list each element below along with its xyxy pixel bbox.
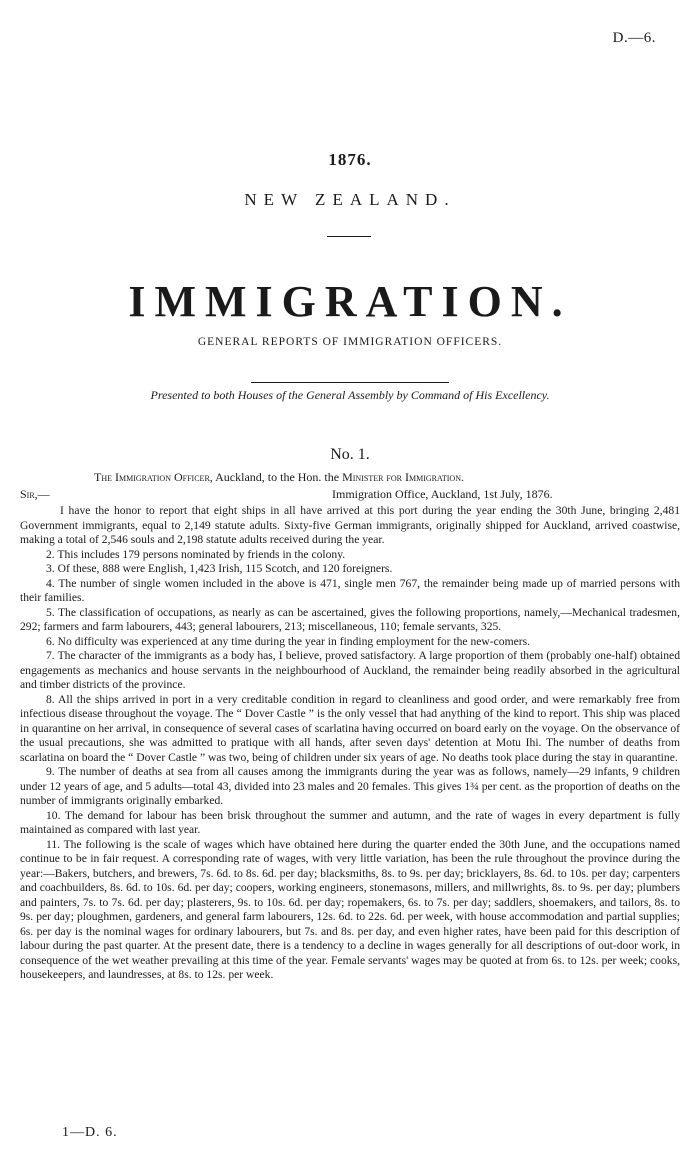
presented-line: Presented to both Houses of the General Assembly by Command of His Excellency. <box>150 388 550 402</box>
paragraph: 4. The number of single women included in the above is 471, single men 767, the remainder being made up of married persons with their families. <box>20 576 680 604</box>
address-mid: , Auckland, to the Hon. the <box>209 470 343 484</box>
footer-reference: 1—D. 6. <box>62 1125 118 1140</box>
paragraph: 3. Of these, 888 were English, 1,423 Irish, 115 Scotch, and 120 foreigners. <box>46 562 393 575</box>
subtitle: GENERAL REPORTS OF IMMIGRATION OFFICERS. <box>197 336 503 348</box>
document-year: 1876. <box>328 150 372 169</box>
report-body <box>20 504 680 983</box>
presented-divider <box>251 382 449 383</box>
address-to: Minister for Immigration <box>342 470 461 484</box>
report-number: No. 1. <box>330 446 370 463</box>
paragraph: 6. No difficulty was experienced at any time during the year in finding employment for the new-comers. <box>46 634 530 648</box>
address-end: . <box>461 470 464 484</box>
paragraph: 9. The number of deaths at sea from all causes among the immigrants during the year was as follows, namely—29 infants, 9 children under 12 years of age, and 5 adults—total 43, divided into 23 males and 20 females. This gives 1¾ per cent. as the proportion of deaths on the number of immigrants originally embarked. <box>20 765 680 807</box>
report-address <box>94 470 674 485</box>
page-reference: D.—6. <box>612 30 656 46</box>
paragraph: 8. All the ships arrived in port in a very creditable condition in regard to cleanliness and good order, and were remarkably free from infectious disease throughout the voyage. The “ Dover Castle ” is the only vessel that had anything of the kind to report. This ship was placed in quarantine on her arrival, in consequence of several cases of scarlatina having occurred on board early on the voyage. On the observance of the usual precautions, she was admitted to pratique with all hands, after seven days' detention at Motu Ihi. The number of deaths from scarlatina on board the “ Dover Castle ” was two, being of children under six years of age. No deaths took place during the stay in quarantine. <box>20 692 680 764</box>
paragraph: 5. The classification of occupations, as nearly as can be ascertained, gives the following proportions, namely,—Mechanical tradesmen, 292; farmers and farm labourers, 443; general labourers, 213; miscellaneous, 110; female servants, 325. <box>20 605 680 633</box>
paragraph: 11. The following is the scale of wages which have obtained here during the quarter ended the 30th June, and the occupations named continue to be in fair request. A corresponding rate of wages, with very little variation, has been the rule throughout the province during the year:—Bakers, butchers, and brewers, 7s. 6d. to 8s. 6d. per day; blacksmiths, 8s. to 9s. per day; bricklayers, 8s. 6d. to 10s. per day; carpenters and coachbuilders, 8s. 6d. to 10s. 6d. per day; coopers, working engineers, stonemasons, millers, and millwrights, 8s. to 9s. per day; plumbers and painters, 7s. to 7s. 6d. per day; plasterers, 9s. to 10s. 6d. per day; ropemakers, 6s. to 7s. per day; saddlers, shoemakers, and tailors, 8s. to 9s. per day; ploughmen, gardeners, and general farm labourers, 12s. 6d. to 22s. 6d. per week, with house accommodation and partial supplies; 6s. per day is the nominal wages for ordinary labourers, but 7s. and 8s. per day, and even higher rates, have been paid for this description of labour during the past quarter. At the present date, there is a tendency to a decline in wages generally for all descriptions of out-door work, in consequence of the wet weather prevailing at this time of the year. Female servants' wages may be quoted at from 6s. to 12s. per week; cooks, housekeepers, and laundresses, at 8s. to 12s. per week. <box>20 837 680 981</box>
place-date: Immigration Office, Auckland, 1st July, 1876. <box>332 487 553 501</box>
address-from: The Immigration Officer <box>94 470 210 484</box>
paragraph: 10. The demand for labour has been brisk throughout the summer and autumn, and the rate of wages in every department is fully maintained as compared with last year. <box>20 808 680 836</box>
salutation: Sir,— <box>20 487 50 501</box>
country-heading: NEW ZEALAND. <box>244 190 456 209</box>
paragraph: 7. The character of the immigrants as a body has, I believe, proved satisfactory. A large proportion of them (probably one-half) obtained engagements as mechanics and house servants in the neighbourhood of Auckland, the remainder being readily absorbed in the agricultural and timber districts of the province. <box>20 649 680 691</box>
paragraph: I have the honor to report that eight ships in all have arrived at this port during the year ending the 30th June, bringing 2,481 Government immigrants, equal to 2,149 statute adults. Sixty-five German immigrants, originally shipped for Auckland, arrived coastwise, making a total of 2,546 souls and 2,198 statute adults received during the year. <box>20 504 680 546</box>
main-title: IMMIGRATION. <box>128 277 572 326</box>
title-divider <box>327 236 371 237</box>
paragraph: 2. This includes 179 persons nominated by friends in the colony. <box>46 547 346 561</box>
